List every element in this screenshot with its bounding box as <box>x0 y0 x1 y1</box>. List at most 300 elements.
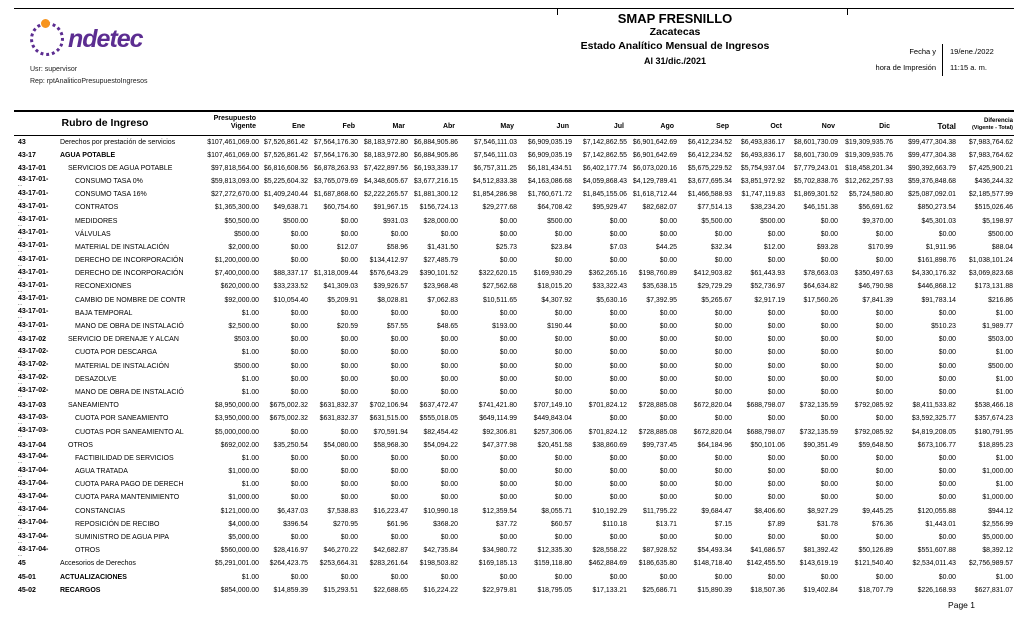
cell-value: $0.00 <box>440 309 458 317</box>
cell-value: $0.00 <box>767 257 785 265</box>
cell-value: $6,757,311.25 <box>473 164 517 172</box>
top-rule <box>14 8 1014 9</box>
row-code: 43-17-04- - - <box>14 478 58 491</box>
row-code: 43-17-01- - - <box>14 201 58 214</box>
row-label: CONSUMO TASA 0% <box>75 177 143 185</box>
table-row <box>14 478 1014 491</box>
cell-value: $18,458,201.34 <box>845 164 893 172</box>
cell-value: $0.00 <box>820 494 838 502</box>
row-label: DERECHO DE INCORPORACIÓN <box>75 270 184 278</box>
page-number: Page 1 <box>948 600 975 610</box>
cell-value: $5,754,937.04 <box>740 164 785 172</box>
top-tick-right <box>847 8 848 15</box>
cell-value: $0.00 <box>290 336 308 344</box>
cell-value: $7.89 <box>767 520 785 528</box>
cell-value: $0.00 <box>340 362 358 370</box>
cell-value: $20.59 <box>336 323 358 330</box>
row-code: 43-17-01- - - <box>14 320 58 333</box>
cell-value: $92,306.81 <box>482 428 517 436</box>
cell-value: $7,841.39 <box>862 296 893 304</box>
table-row <box>14 228 1014 241</box>
cell-value: $91,783.14 <box>921 296 956 304</box>
row-code: 43-17-03- - - <box>14 425 58 438</box>
row-code: 43-17-01 <box>18 164 47 172</box>
cell-value: $0.00 <box>499 349 517 357</box>
cell-value: $0.00 <box>390 309 408 317</box>
cell-value: $1,431.50 <box>427 243 458 251</box>
cell-value: $3,765,079.69 <box>313 177 358 185</box>
cell-value: $1,000.00 <box>982 494 1013 502</box>
cell-value: $1.00 <box>995 309 1013 317</box>
cell-value: $0.00 <box>340 349 358 357</box>
cell-value: $5,291,001.00 <box>214 560 259 568</box>
cell-value: $38,860.69 <box>592 441 627 449</box>
cell-value: $0.00 <box>554 362 572 370</box>
cell-value: $500.00 <box>234 362 259 370</box>
print-date-value: 19/ene./2022 <box>942 44 1012 60</box>
row-code: 43-17-01- - - <box>14 280 58 293</box>
cell-value: $6,073,020.16 <box>632 164 677 172</box>
cell-value: $0.00 <box>440 573 458 581</box>
cell-value: $0.00 <box>820 534 838 541</box>
cell-value: $41,309.03 <box>323 283 358 291</box>
cell-value: $7,546,111.03 <box>473 151 517 159</box>
cell-value: $0.00 <box>938 349 956 357</box>
row-label: CONSUMO TASA 16% <box>75 191 147 199</box>
cell-value: $0.00 <box>440 230 458 238</box>
row-label: BAJA TEMPORAL <box>75 309 133 317</box>
cell-value: $620,000.00 <box>220 283 259 291</box>
row-label: MEDIDORES <box>75 217 118 225</box>
cell-value: $59,813,093.00 <box>211 177 259 185</box>
row-label: CAMBIO DE NOMBRE DE CONTR <box>75 296 186 304</box>
cell-value: $0.00 <box>390 230 408 238</box>
cell-value: $6,884,905.86 <box>413 151 458 159</box>
cell-value: $446,868.12 <box>917 283 956 291</box>
row-label: AGUA TRATADA <box>75 468 128 476</box>
print-time-value: 11:15 a. m. <box>942 60 1012 76</box>
cell-value: $14,859.39 <box>273 586 308 594</box>
cell-value: $0.00 <box>767 388 785 396</box>
cell-value: $500.00 <box>234 230 259 238</box>
cell-value: $33,233.52 <box>273 283 308 291</box>
table-row <box>14 465 1014 478</box>
cell-value: $7.03 <box>609 243 627 251</box>
cell-value: $58.96 <box>386 243 408 251</box>
cell-value: $0.00 <box>659 388 677 396</box>
table-row <box>14 267 1014 280</box>
cell-value: $34,980.72 <box>482 547 517 555</box>
cell-value: $0.00 <box>714 415 732 423</box>
cell-value: $7,564,176.30 <box>313 151 358 159</box>
cell-value: $49,638.71 <box>273 204 308 212</box>
cell-value: $0.00 <box>938 573 956 581</box>
cell-value: $0.00 <box>340 217 358 225</box>
cell-value: $0.00 <box>820 388 838 396</box>
cell-value: $0.00 <box>290 257 308 265</box>
cell-value: $64,184.96 <box>697 441 732 449</box>
cell-value: $7.15 <box>714 520 732 528</box>
cell-value: $707,149.10 <box>533 402 572 410</box>
cell-value: $6,909,035.19 <box>527 138 572 146</box>
cell-value: $0.00 <box>340 257 358 265</box>
cell-value: $88.04 <box>991 243 1013 251</box>
cell-value: $6,193,339.17 <box>413 164 458 172</box>
cell-value: $0.00 <box>609 468 627 476</box>
cell-value: $45,301.03 <box>921 217 956 225</box>
cell-value: $0.00 <box>340 534 358 541</box>
table-row <box>14 241 1014 254</box>
cell-value: $6,901,642.69 <box>632 138 677 146</box>
cell-value: $6,493,836.17 <box>740 138 785 146</box>
cell-value: $25,686.71 <box>642 586 677 594</box>
cell-value: $0.00 <box>875 349 893 357</box>
cell-value: $0.00 <box>340 388 358 396</box>
row-label: MATERIAL DE INSTALACIÓN <box>75 243 169 251</box>
row-code: 43-17-01- - - <box>14 267 58 280</box>
cell-value: $0.00 <box>938 362 956 370</box>
cell-value: $0.00 <box>440 454 458 462</box>
cell-value: $0.00 <box>609 415 627 423</box>
cell-value: $0.00 <box>340 309 358 317</box>
col-ago: Ago <box>628 111 678 135</box>
cell-value: $42,682.87 <box>373 547 408 555</box>
cell-value: $6,437.03 <box>277 507 308 515</box>
row-code: 43-17-01- - - <box>14 214 58 227</box>
cell-value: $7,422,897.56 <box>363 164 408 172</box>
cell-value: $5,500.00 <box>701 217 732 225</box>
col-jul: Jul <box>573 111 628 135</box>
table-body <box>14 135 1014 597</box>
cell-value: $173,131.88 <box>974 283 1013 291</box>
cell-value: $0.00 <box>767 454 785 462</box>
cell-value: $18,507.36 <box>750 586 785 594</box>
cell-value: $193.00 <box>492 323 517 330</box>
cell-value: $0.00 <box>390 375 408 383</box>
row-label: RECARGOS <box>60 586 101 594</box>
cell-value: $6,901,642.69 <box>632 151 677 159</box>
col-total: Total <box>894 111 957 135</box>
cell-value: $0.00 <box>767 230 785 238</box>
row-code: 43-17-02- - - <box>14 359 58 372</box>
report-title-block <box>545 11 805 68</box>
cell-value: $186,635.80 <box>638 560 677 568</box>
cell-value: $5,724,580.80 <box>848 191 893 199</box>
cell-value: $1.00 <box>241 349 259 357</box>
cell-value: $0.00 <box>290 534 308 541</box>
cell-value: $6,412,234.52 <box>687 151 732 159</box>
cell-value: $1,989.77 <box>982 323 1013 330</box>
cell-value: $0.00 <box>875 494 893 502</box>
row-code: 43-17-04- - - <box>14 452 58 465</box>
col-feb: Feb <box>309 111 359 135</box>
cell-value: $169,930.29 <box>533 270 572 278</box>
cell-value: $0.00 <box>390 362 408 370</box>
cell-value: $503.00 <box>988 336 1013 344</box>
cell-value: $110.18 <box>602 520 627 528</box>
cell-value: $1,845,155.06 <box>582 191 627 199</box>
row-code: 43-17-02- - - <box>14 373 58 386</box>
cell-value: $357,674.23 <box>974 415 1013 423</box>
table-row <box>14 135 1014 148</box>
cell-value: $1,365,300.00 <box>214 204 259 212</box>
row-code: 43-17-01- - - <box>14 294 58 307</box>
cell-value: $48.65 <box>436 323 458 330</box>
cell-value: $15,890.39 <box>697 586 732 594</box>
cell-value: $0.00 <box>938 481 956 489</box>
cell-value: $854,000.00 <box>220 586 259 594</box>
cell-value: $6,884,905.86 <box>413 138 458 146</box>
cell-value: $0.00 <box>875 257 893 265</box>
cell-value: $121,540.40 <box>854 560 893 568</box>
cell-value: $3,592,325.77 <box>911 415 956 423</box>
cell-value: $0.00 <box>290 375 308 383</box>
row-label: Derechos por prestación de servicios <box>60 138 176 146</box>
cell-value: $9,370.00 <box>862 217 893 225</box>
cell-value: $0.00 <box>499 534 517 541</box>
cell-value: $0.00 <box>714 257 732 265</box>
cell-value: $46,270.22 <box>323 547 358 555</box>
cell-value: $931.03 <box>383 217 408 225</box>
cell-value: $1.00 <box>241 454 259 462</box>
cell-value: $0.00 <box>767 415 785 423</box>
cell-value: $8,601,730.09 <box>793 151 838 159</box>
cell-value: $44.25 <box>655 243 677 251</box>
col-oct: Oct <box>733 111 786 135</box>
cell-value: $4,129,789.41 <box>632 177 677 185</box>
cell-value: $0.00 <box>340 454 358 462</box>
cell-value: $18,707.79 <box>858 586 893 594</box>
table-row <box>14 491 1014 504</box>
cell-value: $22,979.81 <box>482 586 517 594</box>
cell-value: $27,485.79 <box>423 257 458 265</box>
row-label: OTROS <box>68 441 93 449</box>
cell-value: $0.00 <box>938 468 956 476</box>
cell-value: $0.00 <box>554 375 572 383</box>
cell-value: $0.00 <box>659 468 677 476</box>
cell-value: $1.00 <box>241 309 259 317</box>
cell-value: $6,181,434.51 <box>527 164 572 172</box>
cell-value: $0.00 <box>499 573 517 581</box>
cell-value: $0.00 <box>875 362 893 370</box>
cell-value: $7,983,764.62 <box>968 151 1013 159</box>
cell-value: $10,192.29 <box>592 507 627 515</box>
cell-value: $99,737.45 <box>642 441 677 449</box>
cell-value: $7,564,176.30 <box>313 138 358 146</box>
cell-value: $0.00 <box>390 468 408 476</box>
cell-value: $0.00 <box>938 494 956 502</box>
cell-value: $702,106.94 <box>369 402 408 410</box>
cell-value: $7,546,111.03 <box>473 138 517 146</box>
cell-value: $0.00 <box>390 573 408 581</box>
cell-value: $0.00 <box>609 349 627 357</box>
cell-value: $0.00 <box>609 388 627 396</box>
cell-value: $673,106.77 <box>917 441 956 449</box>
cell-value: $8,392.12 <box>982 547 1013 555</box>
cell-value: $362,265.16 <box>588 270 627 278</box>
row-code: 43-17-03- - - <box>14 412 58 425</box>
cell-value: $190.44 <box>547 323 572 330</box>
cell-value: $0.00 <box>390 481 408 489</box>
cell-value: $28,000.00 <box>423 217 458 225</box>
cell-value: $675,002.32 <box>269 402 308 410</box>
cell-value: $8,406.60 <box>754 507 785 515</box>
cell-value: $672,820.04 <box>693 428 732 436</box>
cell-value: $12,359.54 <box>482 507 517 515</box>
cell-value: $1,000.00 <box>228 468 259 476</box>
cell-value: $22,688.65 <box>373 586 408 594</box>
cell-value: $12.07 <box>336 243 358 251</box>
cell-value: $170.99 <box>868 243 893 251</box>
cell-value: $7,526,861.42 <box>263 138 308 146</box>
cell-value: $0.00 <box>609 309 627 317</box>
row-label: MATERIAL DE INSTALACIÓN <box>75 362 169 370</box>
cell-value: $0.00 <box>340 494 358 502</box>
cell-value: $64,634.82 <box>803 283 838 291</box>
cell-value: $29,729.29 <box>697 283 732 291</box>
cell-value: $688,798.07 <box>746 402 785 410</box>
table-row <box>14 399 1014 412</box>
cell-value: $0.00 <box>659 323 677 330</box>
cell-value: $7,400,000.00 <box>214 270 259 278</box>
cell-value: $0.00 <box>714 573 732 581</box>
cell-value: $3,677,695.34 <box>687 177 732 185</box>
cell-value: $503.00 <box>234 336 259 344</box>
print-date-label: Fecha y <box>909 47 936 56</box>
cell-value: $0.00 <box>875 309 893 317</box>
cell-value: $1.00 <box>241 481 259 489</box>
cell-value: $8,927.29 <box>807 507 838 515</box>
cell-value: $97,818,564.00 <box>211 164 259 172</box>
cell-value: $0.00 <box>875 336 893 344</box>
cell-value: $692,002.00 <box>220 441 259 449</box>
cell-value: $3,677,216.15 <box>413 177 458 185</box>
cell-value: $18,015.20 <box>537 283 572 291</box>
income-table <box>14 110 1014 597</box>
cell-value: $449,843.04 <box>533 415 572 423</box>
cell-value: $462,884.69 <box>588 560 627 568</box>
cell-value: $0.00 <box>875 573 893 581</box>
cell-value: $0.00 <box>290 323 308 330</box>
table-row <box>14 544 1014 557</box>
row-code: 43-17-01- - - <box>14 307 58 320</box>
cell-value: $28,416.97 <box>273 547 308 555</box>
cell-value: $142,455.50 <box>746 560 785 568</box>
cell-value: $29,277.68 <box>482 204 517 212</box>
row-label: AGUA POTABLE <box>60 151 116 159</box>
row-code: 43-17-04- - - <box>14 505 58 518</box>
cell-value: $4,059,868.43 <box>582 177 627 185</box>
cell-value: $2,556.99 <box>982 520 1013 528</box>
cell-value: $59,376,848.68 <box>908 177 956 185</box>
cell-value: $551,607.88 <box>917 547 956 555</box>
brand-text: ndetec <box>68 25 143 53</box>
cell-value: $56,691.62 <box>858 204 893 212</box>
row-label: SERVICIOS DE AGUA POTABLE <box>68 164 173 172</box>
cell-value: $0.00 <box>714 349 732 357</box>
cell-value: $32.34 <box>710 243 732 251</box>
cell-value: $0.00 <box>820 468 838 476</box>
cell-value: $54,094.22 <box>423 441 458 449</box>
cell-value: $0.00 <box>820 257 838 265</box>
cell-value: $0.00 <box>609 323 627 330</box>
cell-value: $264,423.75 <box>269 560 308 568</box>
row-label: REPOSICIÓN DE RECIBO <box>75 520 160 528</box>
cell-value: $0.00 <box>390 454 408 462</box>
cell-value: $0.00 <box>714 230 732 238</box>
row-code: 45-02 <box>18 586 36 594</box>
cell-value: $5,702,838.76 <box>793 177 838 185</box>
cell-value: $510.23 <box>931 323 956 330</box>
cell-value: $99,477,304.38 <box>908 138 956 146</box>
cell-value: $27,272,670.00 <box>211 191 259 199</box>
cell-value: $1,747,119.83 <box>741 191 785 199</box>
cell-value: $436,244.32 <box>974 177 1013 185</box>
cell-value: $180,791.95 <box>974 428 1013 436</box>
cell-value: $70,591.94 <box>373 428 408 436</box>
cell-value: $0.00 <box>554 388 572 396</box>
cell-value: $0.00 <box>440 375 458 383</box>
cell-value: $5,225,604.32 <box>263 177 308 185</box>
cell-value: $0.00 <box>340 468 358 476</box>
cell-value: $627,831.07 <box>974 586 1013 594</box>
cell-value: $57.55 <box>386 323 408 330</box>
cell-value: $107,461,069.00 <box>207 138 259 146</box>
cell-value: $0.00 <box>340 428 358 436</box>
cell-value: $500.00 <box>547 217 572 225</box>
cell-value: $52,736.97 <box>750 283 785 291</box>
cell-value: $2,756,989.57 <box>968 560 1013 568</box>
cell-value: $631,832.37 <box>319 415 358 423</box>
cell-value: $161,898.76 <box>917 257 956 265</box>
col-diferencia: Diferencia (Vigente - Total) <box>957 111 1014 135</box>
cell-value: $0.00 <box>390 336 408 344</box>
cell-value: $41,686.57 <box>750 547 785 555</box>
cell-value: $0.00 <box>499 362 517 370</box>
cell-value: $0.00 <box>554 230 572 238</box>
table-row <box>14 188 1014 201</box>
cell-value: $6,402,177.74 <box>582 164 627 172</box>
cell-value: $1,318,009.44 <box>313 270 358 278</box>
cell-value: $1.00 <box>995 388 1013 396</box>
cell-value: $60.57 <box>550 520 572 528</box>
table-header <box>14 111 1014 135</box>
cell-value: $944.12 <box>988 507 1013 515</box>
row-label: SUMINISTRO DE AGUA PIPA <box>75 534 170 541</box>
cell-value: $9,445.25 <box>862 507 893 515</box>
cell-value: $0.00 <box>659 230 677 238</box>
cell-value: $1,466,588.93 <box>687 191 732 199</box>
table-row <box>14 359 1014 372</box>
row-code: 43-17 <box>18 151 36 159</box>
cell-value: $120,055.88 <box>917 507 956 515</box>
cell-value: $0.00 <box>290 243 308 251</box>
cell-value: $0.00 <box>609 534 627 541</box>
cell-value: $4,348,605.67 <box>363 177 408 185</box>
cell-value: $0.00 <box>938 336 956 344</box>
cell-value: $0.00 <box>290 481 308 489</box>
row-code: 43-17-01- - - <box>14 241 58 254</box>
cell-value: $0.00 <box>659 362 677 370</box>
cell-value: $76.36 <box>871 520 893 528</box>
row-label: VÁLVULAS <box>75 230 111 238</box>
cell-value: $19,309,935.76 <box>845 138 893 146</box>
cell-value: $0.00 <box>714 454 732 462</box>
cell-value: $107,461,069.00 <box>207 151 259 159</box>
cell-value: $54,493.34 <box>697 547 732 555</box>
cell-value: $0.00 <box>499 481 517 489</box>
cell-value: $1.00 <box>995 375 1013 383</box>
